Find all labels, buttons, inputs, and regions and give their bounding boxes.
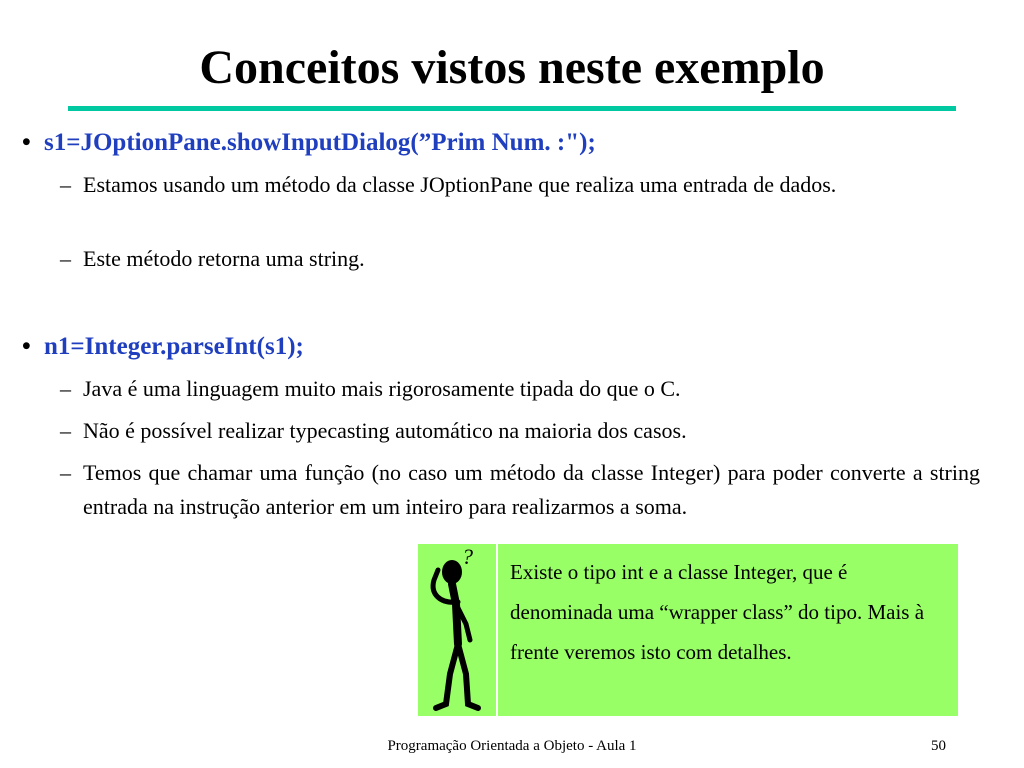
sub-marker: – bbox=[60, 418, 71, 443]
sub-item bbox=[60, 414, 980, 448]
sub-item-text: Este método retorna uma string. bbox=[83, 246, 365, 271]
sub-item bbox=[60, 372, 980, 406]
sub-item bbox=[60, 168, 980, 202]
note-text-panel bbox=[496, 544, 958, 716]
sub-marker: – bbox=[60, 460, 71, 485]
sub-item-text: Java é uma linguagem muito mais rigorosamente tipada do que o C. bbox=[83, 376, 681, 401]
sub-item-text: Estamos usando um método da classe JOptionPane que realiza uma entrada de dados. bbox=[83, 172, 837, 197]
note-text: Existe o tipo int e a classe Integer, que é denominada uma “wrapper class” do tipo. Mais à frente veremos isto com detalhes. bbox=[510, 560, 925, 664]
sub-item-text: Não é possível realizar typecasting automático na maioria dos casos. bbox=[83, 418, 687, 443]
slide-title: Conceitos vistos neste exemplo bbox=[199, 41, 825, 94]
bullet-marker: • bbox=[22, 129, 31, 156]
bullet-marker: • bbox=[22, 333, 31, 360]
note-box bbox=[418, 544, 958, 716]
sub-marker: – bbox=[60, 172, 71, 197]
sub-item-text: Temos que chamar uma função (no caso um método da classe Integer) para poder converte a string entrada na instrução anterior em um inteiro para realizarmos a soma. bbox=[83, 460, 980, 519]
question-mark: ? bbox=[462, 544, 473, 569]
sub-item bbox=[60, 242, 980, 276]
title-underline bbox=[68, 106, 956, 111]
page-number: 50 bbox=[931, 738, 946, 754]
sub-marker: – bbox=[60, 246, 71, 271]
bullet-code: s1=JOptionPane.showInputDialog(”Prim Num. :"); bbox=[44, 129, 596, 156]
footer-course: Programação Orientada a Objeto - Aula 1 bbox=[387, 738, 637, 754]
bullet-code: n1=Integer.parseInt(s1); bbox=[44, 333, 304, 360]
sub-item bbox=[60, 456, 980, 524]
thinking-stick-figure-icon bbox=[418, 544, 496, 716]
sub-marker: – bbox=[60, 376, 71, 401]
